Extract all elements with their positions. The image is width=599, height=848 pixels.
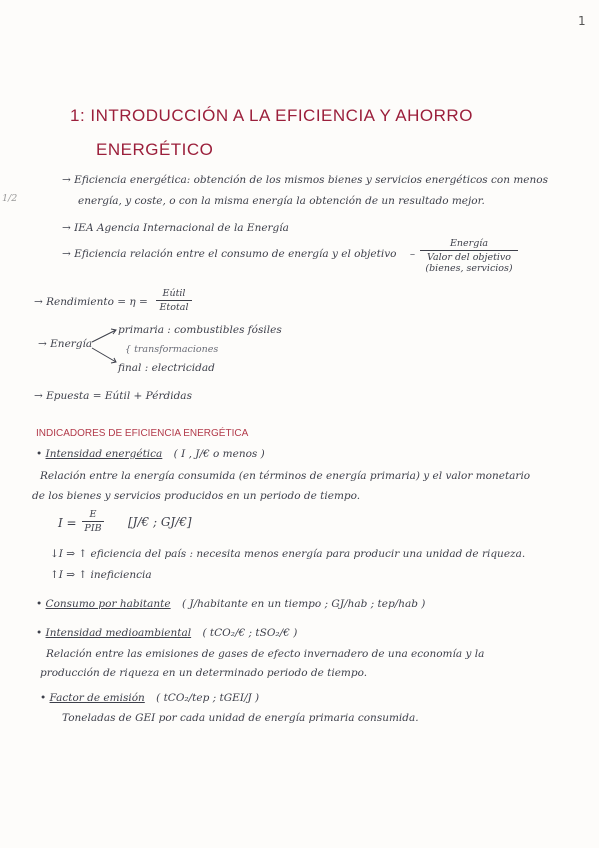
intensidad-units: ( I , J/€ o menos ) (173, 448, 265, 460)
intensidad-desc-2: de los bienes y servicios producidos en un periodo de tiempo. (32, 490, 361, 502)
definition-text: Eficiencia energética: obtención de los mismos bienes y servicios energéticos con menos (74, 174, 548, 186)
ambiental-title: Intensidad medioambiental (45, 627, 192, 639)
ambiental-desc-1: Relación entre las emisiones de gases de efecto invernadero de una economía y la (46, 648, 485, 660)
definition-text: IEA Agencia Internacional de la Energía (74, 222, 289, 234)
intensidad-down-line: ↓I ⇒ ↑ eficiencia del país : necesita menos energía para producir una unidad de riqueza. (50, 548, 526, 560)
energia-transformaciones: { transformaciones (125, 344, 219, 355)
fraction-denominator: Etotal (159, 302, 189, 313)
margin-mark: 1/2 (2, 193, 18, 204)
fraction-denominator: Valor del objetivo (426, 252, 512, 263)
page-number: 1 (578, 14, 586, 28)
definition-text: Eficiencia relación entre el consumo de energía y el objetivo (74, 248, 397, 260)
arrow-icon: → (62, 174, 71, 186)
formula-units: [J/€ ; GJ/€] (128, 515, 192, 529)
bullet: • (36, 598, 43, 610)
formula-fraction (82, 509, 104, 534)
factor-title: Factor de emisión (49, 692, 145, 704)
intensidad-up-line: ↑I ⇒ ↑ ineficiencia (50, 569, 152, 581)
arrow-icon: → (62, 222, 71, 234)
ambiental-desc-2: producción de riqueza en un determinado periodo de tiempo. (40, 667, 368, 679)
consumo-title: Consumo por habitante (45, 598, 171, 610)
ambiental-heading (36, 627, 297, 639)
bullet: • (36, 448, 43, 460)
consumo-units: ( J/habitante en un tiempo ; GJ/hab ; tep/hab ) (181, 598, 426, 610)
title-line-2: ENERGÉTICO (96, 140, 214, 159)
fraction-numerator: E (89, 509, 97, 520)
formula-lhs: I = (58, 516, 77, 530)
section-heading: INDICADORES DE EFICIENCIA ENERGÉTICA (36, 428, 249, 439)
intensidad-desc-1: Relación entre la energía consumida (en términos de energía primaria) y el valor monetario (40, 470, 531, 482)
fraction-note: (bienes, servicios) (425, 263, 513, 274)
bullet: • (40, 692, 47, 704)
epuesta-formula: → Epuesta = Eútil + Pérdidas (34, 390, 192, 402)
arrow-icon: → (62, 248, 71, 260)
definition-continuation: energía, y coste, o con la misma energía la obtención de un resultado mejor. (78, 195, 485, 207)
title-line-1: 1: INTRODUCCIÓN A LA EFICIENCIA Y AHORRO (70, 106, 473, 125)
intensidad-title: Intensidad energética (45, 448, 163, 460)
fraction-numerator: Eútil (162, 288, 186, 299)
energia-label: → Energía (38, 338, 93, 350)
fraction-denominator: PIB (84, 523, 102, 534)
factor-desc: Toneladas de GEI por cada unidad de energía primaria consumida. (62, 712, 419, 724)
rendimiento-label: → Rendimiento = η = (34, 296, 148, 308)
consumo-heading (36, 598, 425, 610)
energia-primaria: primaria : combustibles fósiles (118, 324, 282, 336)
bullet: • (36, 627, 43, 639)
intensidad-heading (36, 448, 265, 460)
fraction-numerator: Energía (450, 238, 488, 249)
energia-final: final : electricidad (118, 362, 215, 374)
factor-units: ( tCO₂/tep ; tGEI/J ) (156, 692, 260, 704)
factor-heading (40, 692, 259, 704)
ambiental-units: ( tCO₂/€ ; tSO₂/€ ) (202, 627, 298, 639)
definition-eficiencia: → Eficiencia relación entre el consumo de energía y el objetivo – (62, 248, 416, 260)
